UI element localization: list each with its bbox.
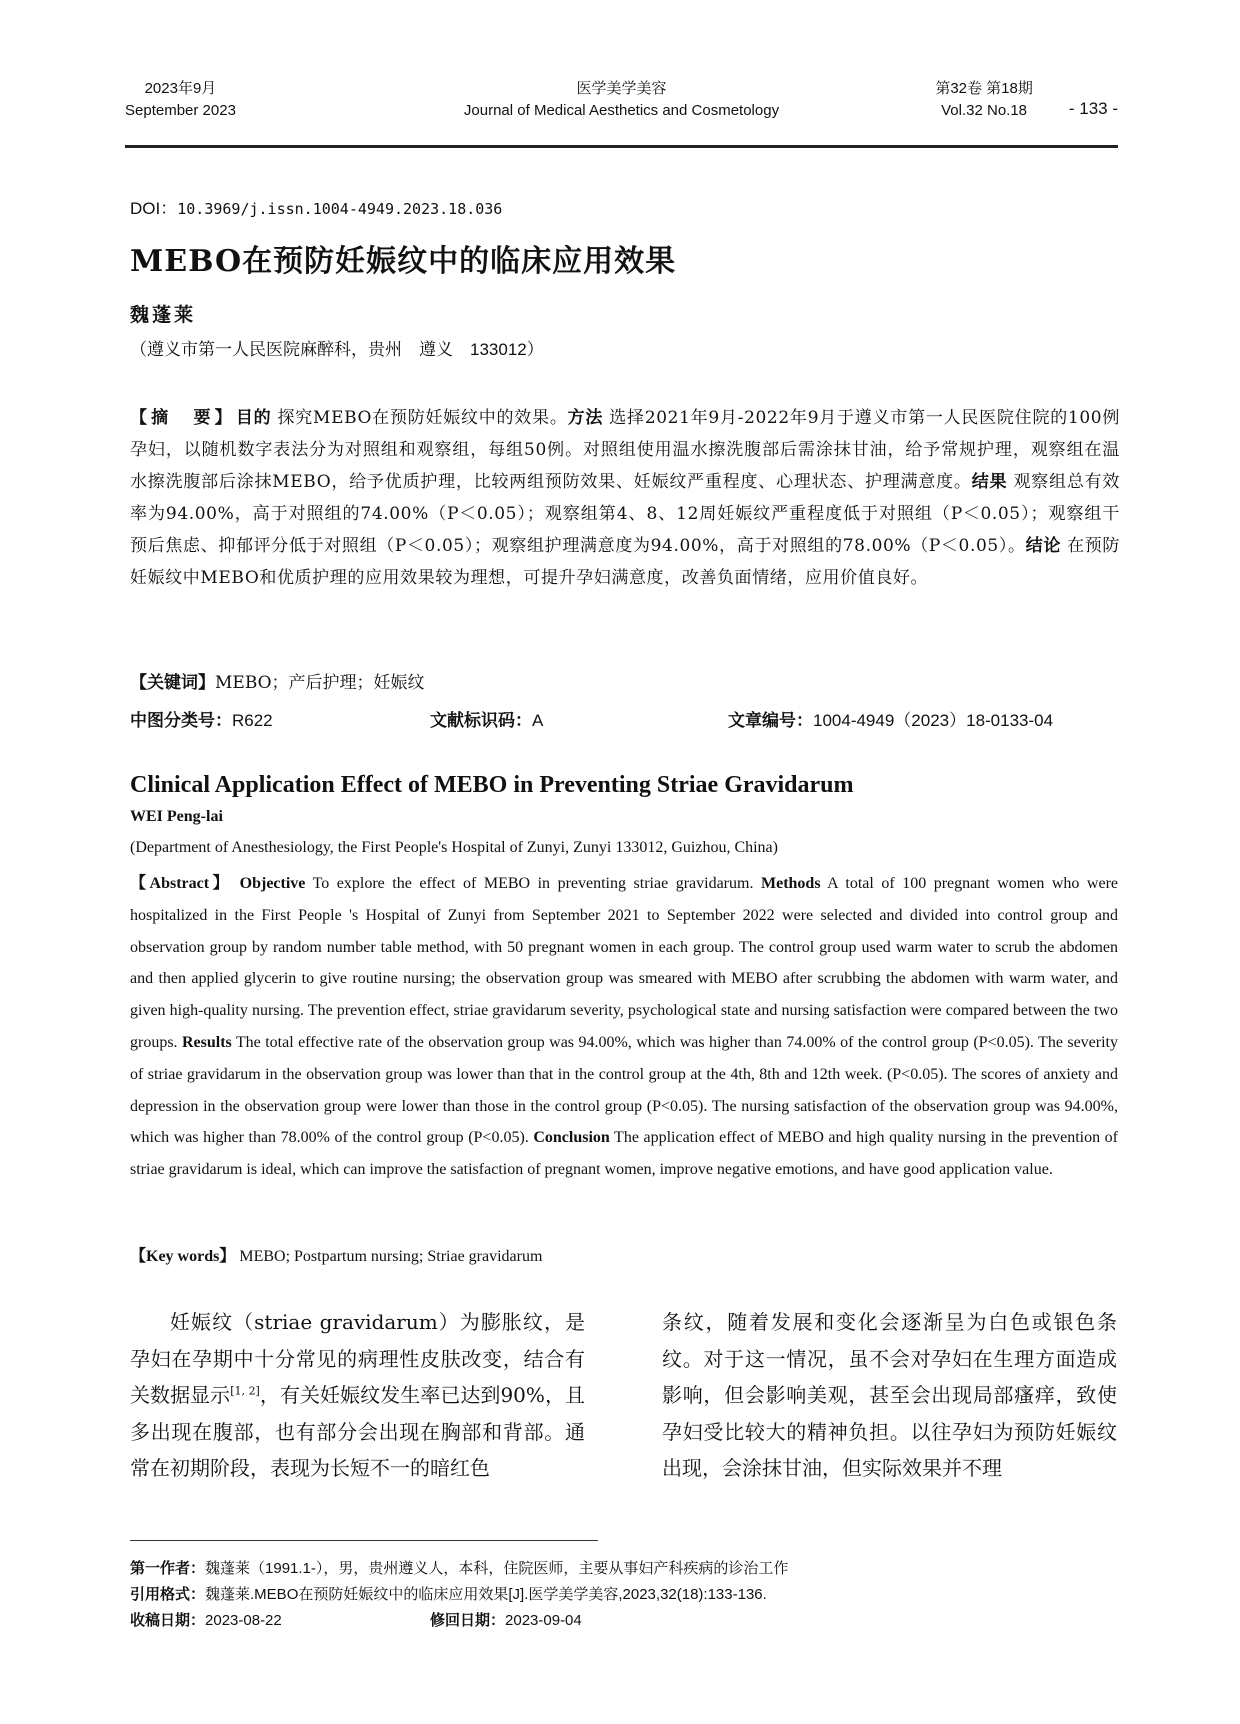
running-header — [125, 78, 1118, 148]
article-title-cn: MEBO在预防妊娠纹中的临床应用效果 — [130, 244, 677, 279]
keywords-en-tag: 【Key words】 — [130, 1248, 236, 1265]
affiliation-cn: （遵义市第一人民医院麻醉科，贵州 遵义 133012） — [130, 340, 544, 359]
conclusion-text-en: The application effect of MEBO and high quality nursing in the prevention of striae gravidarum is ideal, which can improve the satisfaction of pregnant women, improve negative emotions, and have good application value. — [130, 1129, 1118, 1179]
first-author-note — [130, 1556, 1120, 1582]
objective-label-en: Objective — [239, 875, 306, 892]
methods-label-en: Methods — [760, 875, 821, 892]
results-text-cn: 观察组总有效率为94.00%，高于对照组的74.00%（P＜0.05）；观察组第4、8、12周妊娠纹严重程度低于对照组（P＜0.05）；观察组干预后焦虑、抑郁评分低于对照组（P＜0.05）；观察组护理满意度为94.00%，高于对照组的78.00%（P＜0.05）。 — [130, 472, 1120, 556]
revised-date — [430, 1608, 582, 1634]
volume-cn: 第32卷 第18期 — [935, 80, 1033, 97]
results-label-en: Results — [181, 1033, 232, 1051]
received-value: 2023-08-22 — [205, 1612, 282, 1629]
header-rule — [125, 145, 1118, 148]
body-column-left — [130, 1304, 585, 1487]
first-author-text: 魏蓬莱（1991.1-），男，贵州遵义人，本科，住院医师，主要从事妇产科疾病的诊治工作 — [205, 1560, 789, 1577]
abstract-en-tag: 【Abstract】 — [130, 875, 233, 892]
objective-label-cn: 目的 — [235, 408, 272, 427]
keywords-cn-tag: 【关键词】 — [130, 673, 215, 692]
body-right-text: 条纹，随着发展和变化会逐渐呈为白色或银色条纹。对于这一情况，虽不会对孕妇在生理方面造成影响，但会影响美观，甚至会出现局部瘙痒，致使孕妇受比较大的精神负担。以往孕妇为预防妊娠纹出现，会涂抹甘油，但实际效果并不理 — [662, 1310, 1117, 1480]
body-column-right — [662, 1304, 1117, 1487]
results-label-cn: 结果 — [971, 472, 1008, 491]
clc-value: R622 — [232, 711, 273, 730]
author-en: WEI Peng-lai — [130, 808, 223, 825]
journal-name-cn: 医学美学美容 — [576, 80, 667, 97]
footnotes — [130, 1556, 1120, 1634]
revised-value: 2023-09-04 — [505, 1612, 582, 1629]
citation-format-label: 引用格式： — [130, 1586, 206, 1603]
methods-text-en: A total of 100 pregnant women who were hospitalized in the First People 's Hospital of Zunyi from September 2021 to September 2022 were selected and divided into control group and observation group by random number table method, with 50 pregnant women in each group. The control group used warm water to scrub the abdomen and then applied glycerin to give routine nursing; the observation group was smeared with MEBO after scrubbing the abdomen with warm water, and given high-quality nursing. The prevention effect, striae gravidarum severity, psychological state and nursing satisfaction were compared between the two groups. — [130, 875, 1119, 1051]
first-author-label: 第一作者： — [130, 1560, 206, 1577]
page-number: - 133 - — [1068, 99, 1118, 118]
methods-label-cn: 方法 — [567, 408, 604, 427]
citation-format-note — [130, 1582, 1120, 1608]
doi-label: DOI： — [130, 199, 178, 218]
author-cn: 魏蓬莱 — [130, 304, 197, 326]
document-code — [430, 706, 543, 731]
body-left-text-a: 妊娠纹（striae gravidarum）为膨胀纹，是孕妇在孕期中十分常见的病理性皮肤改变，结合有关数据显示 — [130, 1310, 585, 1407]
abstract-cn — [130, 402, 1120, 594]
keywords-en — [130, 1243, 542, 1266]
dates-note — [130, 1608, 1120, 1634]
citation-ref[interactable]: [1, 2] — [230, 1384, 260, 1398]
doi-value: 10.3969/j.issn.1004-4949.2023.18.036 — [177, 200, 503, 218]
body-paragraph — [130, 1304, 585, 1487]
document-code-value: A — [532, 711, 544, 730]
issue-date-en: September 2023 — [125, 102, 236, 119]
volume-en: Vol.32 No.18 — [941, 102, 1028, 119]
footnote-rule — [130, 1540, 598, 1541]
objective-text-en: To explore the effect of MEBO in preventing striae gravidarum. — [305, 875, 761, 892]
conclusion-label-cn: 结论 — [1025, 536, 1061, 555]
clc-number — [130, 706, 273, 731]
abstract-cn-tag: 【摘 要】 — [130, 408, 236, 427]
doi — [130, 194, 502, 219]
keywords-cn — [130, 668, 425, 693]
abstract-en — [130, 868, 1118, 1186]
body-left-text-b: ，有关妊娠纹发生率已达到90%，且多出现在腹部，也有部分会出现在胸部和背部。通常在初期阶段，表现为长短不一的暗红色 — [130, 1383, 586, 1480]
affiliation-en: (Department of Anesthesiology, the First People's Hospital of Zunyi, Zunyi 133012, Guizhou, China) — [130, 839, 778, 856]
received-date — [130, 1608, 282, 1634]
document-code-label: 文献标识码： — [430, 711, 532, 730]
results-text-en: The total effective rate of the observation group was 94.00%, which was higher than 74.00% of the control group (P<0.05). The severity of striae gravidarum in the observation group was lower than that in the control group at the 4th, 8th and 12th week. (P<0.05). The scores of anxiety and depression in the observation group were lower than those in the control group (P<0.05). The nursing satisfaction of the observation group was 94.00%, which was higher than 78.00% of the control group (P<0.05). — [130, 1033, 1118, 1147]
volume-info — [935, 78, 1118, 122]
issue-date-cn: 2023年9月 — [144, 80, 217, 97]
conclusion-text-cn: 在预防妊娠纹中MEBO和优质护理的应用效果较为理想，可提升孕妇满意度，改善负面情绪，应用价值良好。 — [130, 536, 1120, 588]
conclusion-label-en: Conclusion — [533, 1129, 610, 1147]
objective-text-cn: 探究MEBO在预防妊娠纹中的效果。 — [271, 408, 568, 428]
clc-label: 中图分类号： — [130, 711, 232, 730]
article-title-en: Clinical Application Effect of MEBO in Preventing Striae Gravidarum — [130, 772, 854, 798]
article-number — [728, 706, 1053, 731]
keywords-en-text: MEBO; Postpartum nursing; Striae gravidarum — [239, 1248, 543, 1265]
classification-line — [130, 706, 1120, 732]
received-label: 收稿日期： — [130, 1612, 206, 1629]
article-number-label: 文章编号： — [728, 711, 813, 730]
citation-format-text: 魏蓬莱.MEBO在预防妊娠纹中的临床应用效果[J].医学美学美容,2023,32(18):133-136. — [205, 1586, 767, 1603]
revised-label: 修回日期： — [430, 1612, 506, 1629]
methods-text-cn: 选择2021年9月-2022年9月于遵义市第一人民医院住院的100例孕妇，以随机数字表法分为对照组和观察组，每组50例。对照组使用温水擦洗腹部后需涂抹甘油，给予常规护理，观察组在温水擦洗腹部后涂抹MEBO，给予优质护理，比较两组预防效果、妊娠纹严重程度、心理状态、护理满意度。 — [130, 408, 1120, 492]
article-number-value: 1004-4949（2023）18-0133-04 — [813, 711, 1054, 730]
journal-name-en: Journal of Medical Aesthetics and Cosmetology — [463, 102, 780, 119]
keywords-cn-text: MEBO；产后护理；妊娠纹 — [215, 673, 425, 693]
